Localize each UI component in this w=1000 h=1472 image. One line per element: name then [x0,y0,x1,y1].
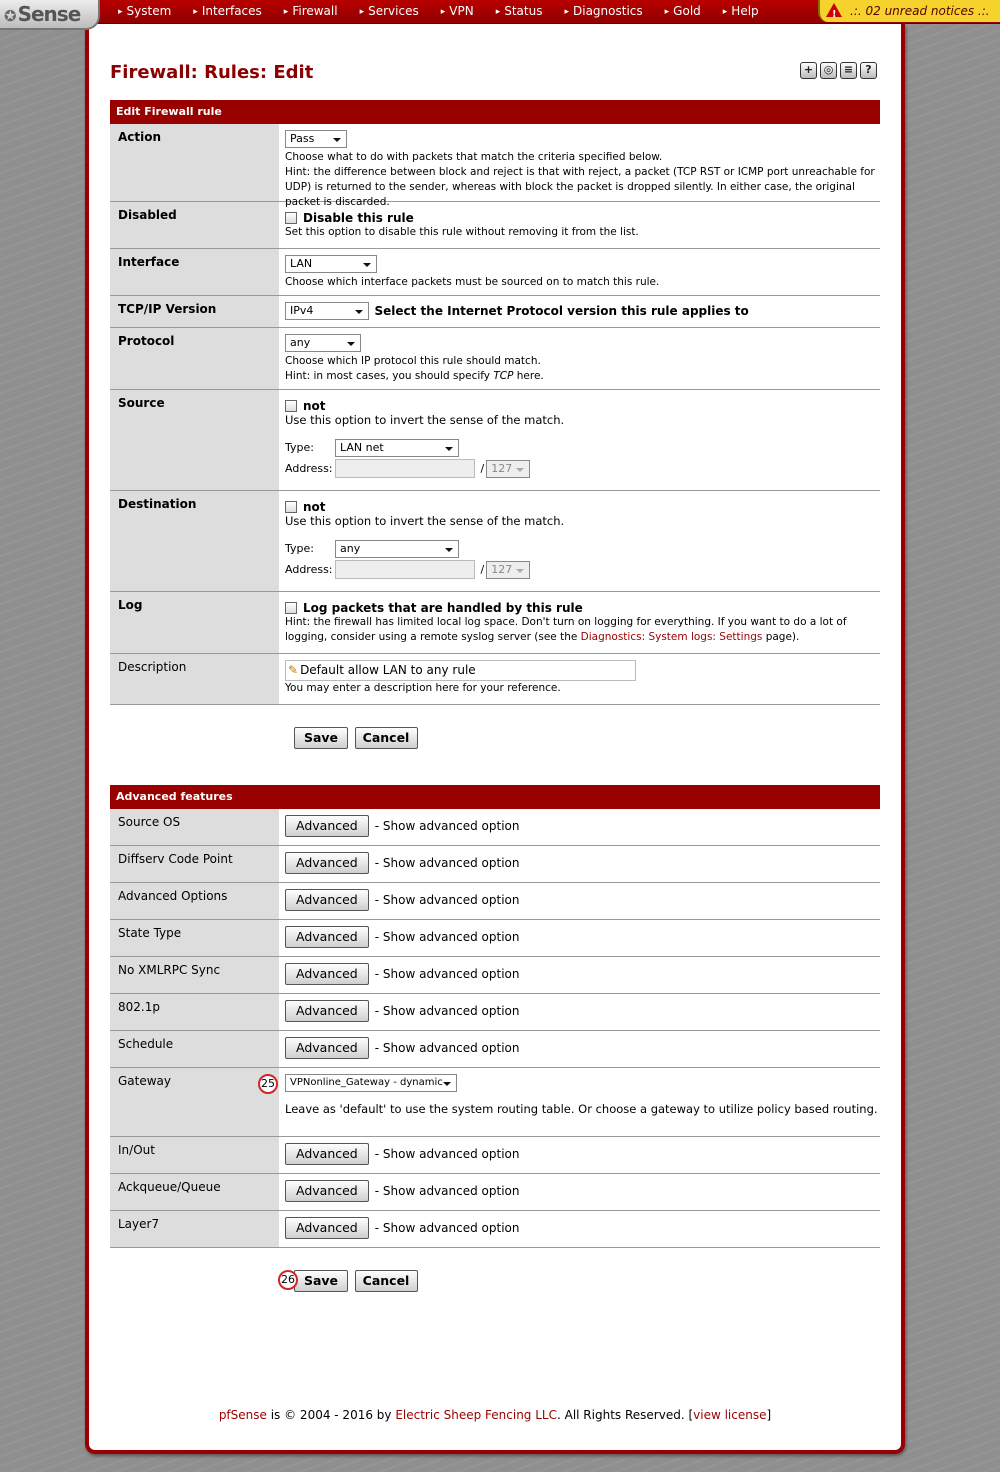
destination-row [110,491,880,592]
adv-label-diffserv: Diffserv Code Point [110,846,279,882]
settings-icon[interactable]: ◎ [820,62,837,79]
adv-label-ackqueue: Ackqueue/Queue [110,1174,279,1210]
layer7-advanced-button[interactable]: Advanced [285,1217,369,1239]
adv-label-advanced-options: Advanced Options [110,883,279,919]
source-address-label: Address: [285,461,333,475]
log-row [110,592,880,654]
step-badge-26: 26 [278,1270,298,1290]
ipversion-label: TCP/IP Version [110,296,279,327]
adv-row-source-os [110,809,880,846]
disabled-label: Disabled [110,202,279,248]
ipversion-text: Select the Internet Protocol version this rule applies to [374,304,749,318]
adv-label-schedule: Schedule [110,1031,279,1067]
source-slash: / [480,461,485,475]
log-hint: Hint: the firewall has limited local log space. Don't turn on logging for everything. If you want to do a lot of logging, consider using a remote syslog server (see the Diagnostics: System logs: Settings page). [285,616,847,643]
footer-text-1: is © 2004 - 2016 by [266,1408,396,1422]
footer-company-link[interactable]: Electric Sheep Fencing LLC [395,1408,557,1422]
source-mask-select[interactable]: 127 [486,460,530,478]
pencil-icon: ✎ [288,663,299,677]
interface-hint: Choose which interface packets must be sourced on to match this rule. [285,276,660,288]
destination-not-label: not [303,500,326,514]
adv-label-gateway: Gateway [110,1068,279,1136]
protocol-hint-2: Hint: in most cases, you should specify TCP here. [285,370,544,382]
8021p-advanced-button[interactable]: Advanced [285,1000,369,1022]
top-navigation-bar [0,0,1000,24]
description-input[interactable] [285,660,636,681]
protocol-row [110,328,880,390]
adv-row-diffserv [110,846,880,883]
edit-rule-table [110,100,880,705]
footer-license-link[interactable]: view license [693,1408,767,1422]
adv-label-state-type: State Type [110,920,279,956]
adv-row-gateway [110,1068,880,1137]
adv-row-ackqueue [110,1174,880,1211]
log-icon[interactable]: ≡ [840,62,857,79]
menu-services[interactable]: ▸ Services [350,0,431,24]
main-menu [108,0,771,24]
advanced-features-table [110,785,880,1248]
interface-label: Interface [110,249,279,295]
show-advanced-text: - Show advanced option [374,930,520,944]
disable-rule-checkbox[interactable] [285,212,297,224]
footer-brand-link[interactable]: pfSense [218,1408,267,1422]
action-row [110,124,880,208]
adv-label-8021p: 802.1p [110,994,279,1030]
description-label: Description [110,654,279,704]
state-type-advanced-button[interactable]: Advanced [285,926,369,948]
adv-row-layer7 [110,1211,880,1248]
cancel-button[interactable]: Cancel [355,727,418,749]
action-select[interactable]: Pass [285,130,347,148]
adv-label-source-os: Source OS [110,809,279,845]
xmlrpc-advanced-button[interactable]: Advanced [285,963,369,985]
menu-firewall[interactable]: ▸ Firewall [274,0,350,24]
edit-actions [294,727,418,749]
interface-select[interactable]: LAN [285,255,377,273]
disabled-hint: Set this option to disable this rule without removing it from the list. [285,226,639,238]
menu-help[interactable]: ▸ Help [713,0,771,24]
adv-row-inout [110,1137,880,1174]
destination-label: Destination [110,491,279,591]
schedule-advanced-button[interactable]: Advanced [285,1037,369,1059]
cancel-button-bottom[interactable]: Cancel [355,1270,418,1292]
destination-not-checkbox[interactable] [285,501,297,513]
step-badge-25: 25 [258,1074,278,1094]
show-advanced-text: - Show advanced option [374,1184,520,1198]
show-advanced-text: - Show advanced option [374,1147,520,1161]
show-advanced-text: - Show advanced option [374,1221,520,1235]
adv-label-xmlrpc: No XMLRPC Sync [110,957,279,993]
inout-advanced-button[interactable]: Advanced [285,1143,369,1165]
show-advanced-text: - Show advanced option [374,893,520,907]
protocol-select[interactable]: any [285,334,361,352]
menu-gold[interactable]: ▸ Gold [655,0,713,24]
menu-system[interactable]: ▸ System [108,0,183,24]
source-not-checkbox[interactable] [285,400,297,412]
help-icon[interactable]: ? [860,62,877,79]
action-label: Action [110,124,279,201]
destination-slash: / [480,562,485,576]
source-label: Source [110,390,279,490]
action-hint: Choose what to do with packets that match the criteria specified below. [285,151,663,163]
disabled-row [110,202,880,249]
warning-icon [826,3,842,17]
source-not-label: not [303,399,326,413]
protocol-hint: Choose which IP protocol this rule should match. [285,355,541,367]
footer-text-3: ] [766,1408,772,1422]
logo-mark-icon: ✪ [4,7,16,25]
destination-mask-select[interactable]: 127 [486,561,530,579]
menu-vpn[interactable]: ▸ VPN [431,0,486,24]
page-tool-icons [800,62,877,79]
source-type-label: Type: [285,441,314,454]
destination-type-select[interactable]: any [335,540,459,558]
menu-interfaces[interactable]: ▸ Interfaces [183,0,274,24]
diffserv-advanced-button[interactable]: Advanced [285,852,369,874]
adv-row-xmlrpc [110,957,880,994]
show-advanced-text: - Show advanced option [374,1004,520,1018]
ackqueue-advanced-button[interactable]: Advanced [285,1180,369,1202]
menu-diagnostics[interactable]: ▸ Diagnostics [554,0,654,24]
log-label: Log [110,592,279,653]
logo-text: Sense [17,2,81,26]
destination-hint: Use this option to invert the sense of the match. [285,514,565,528]
add-icon[interactable]: + [800,62,817,79]
ipversion-row [110,296,880,328]
gateway-hint: Leave as 'default' to use the system routing table. Or choose a gateway to utilize policy based routing. [285,1102,878,1116]
description-hint: You may enter a description here for your reference. [285,682,561,694]
advanced-options-advanced-button[interactable]: Advanced [285,889,369,911]
adv-row-advanced-options [110,883,880,920]
destination-address-label: Address: [285,562,333,576]
action-hint-2: Hint: the difference between block and reject is that with reject, a packet (TCP RST or ICMP port unreachable for UDP) is returned to the sender, whereas with block the packet is dropped silently. In either case, the original packet is discarded. [285,166,875,208]
ipversion-select[interactable]: IPv4 [285,302,369,320]
source-os-advanced-button[interactable]: Advanced [285,815,369,837]
unread-notices-link[interactable] [818,0,1000,22]
source-hint: Use this option to invert the sense of the match. [285,413,565,427]
menu-status[interactable]: ▸ Status [486,0,555,24]
show-advanced-text: - Show advanced option [374,1041,520,1055]
source-row [110,390,880,491]
system-logs-settings-link[interactable]: Diagnostics: System logs: Settings [580,631,763,643]
disable-rule-checkbox-label: Disable this rule [303,211,414,225]
interface-row [110,249,880,296]
adv-row-schedule [110,1031,880,1068]
page-title: Firewall: Rules: Edit [110,62,314,83]
adv-row-8021p [110,994,880,1031]
unread-notices-text: .:. 02 unread notices .:. [850,4,990,18]
edit-rule-header: Edit Firewall rule [110,100,880,124]
pfsense-logo[interactable] [0,0,100,30]
log-checkbox[interactable] [285,602,297,614]
description-value: Default allow LAN to any rule [300,663,476,677]
advanced-features-header: Advanced features [110,785,880,809]
save-button[interactable]: Save [294,727,348,749]
source-address-input[interactable] [335,459,475,478]
advanced-actions [294,1270,418,1292]
adv-label-layer7: Layer7 [110,1211,279,1247]
show-advanced-text: - Show advanced option [374,856,520,870]
log-checkbox-label: Log packets that are handled by this rule [303,601,583,615]
destination-type-label: Type: [285,542,314,555]
adv-label-inout: In/Out [110,1137,279,1173]
save-button-bottom[interactable]: Save [294,1270,348,1292]
source-type-select[interactable]: LAN net [335,439,459,457]
footer-text-2: . All Rights Reserved. [ [556,1408,694,1422]
footer [89,1408,901,1422]
protocol-label: Protocol [110,328,279,389]
destination-address-input[interactable] [335,560,475,579]
gateway-select[interactable]: VPNonline_Gateway - dynamic [285,1074,457,1092]
show-advanced-text: - Show advanced option [374,967,520,981]
adv-row-state-type [110,920,880,957]
description-row [110,654,880,705]
show-advanced-text: - Show advanced option [374,819,520,833]
